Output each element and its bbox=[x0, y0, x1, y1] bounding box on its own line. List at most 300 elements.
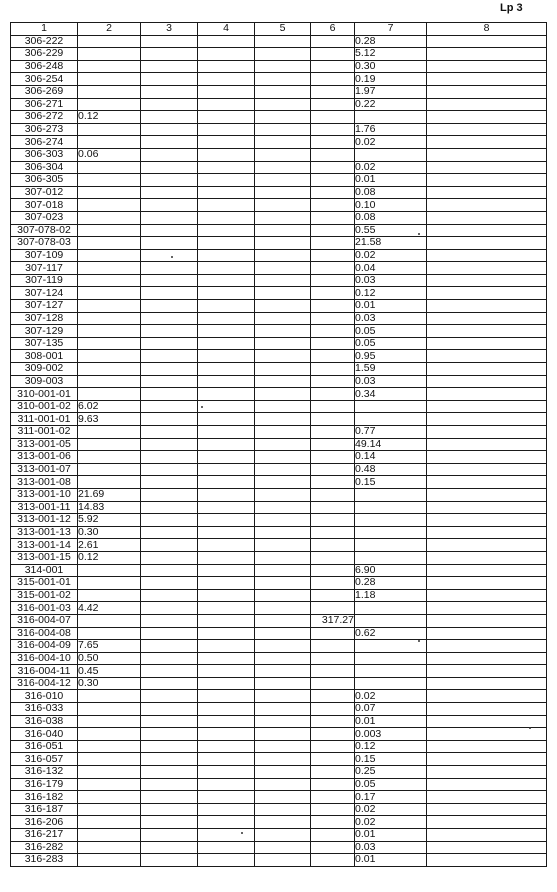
table-row bbox=[11, 300, 547, 313]
table-cell bbox=[427, 274, 547, 287]
table-cell: 1.76 bbox=[355, 123, 427, 136]
table-row bbox=[11, 98, 547, 111]
table-cell bbox=[311, 778, 355, 791]
table-cell bbox=[311, 388, 355, 401]
table-cell bbox=[198, 816, 255, 829]
table-cell bbox=[198, 312, 255, 325]
table-cell bbox=[141, 501, 198, 514]
table-cell: 0.02 bbox=[355, 816, 427, 829]
table-cell: 0.08 bbox=[355, 211, 427, 224]
table-cell bbox=[427, 602, 547, 615]
table-cell bbox=[427, 312, 547, 325]
table-cell bbox=[255, 111, 311, 124]
table-row bbox=[11, 551, 547, 564]
table-cell bbox=[355, 111, 427, 124]
table-cell: 1.18 bbox=[355, 589, 427, 602]
table-cell: 0.01 bbox=[355, 300, 427, 313]
table-row bbox=[11, 337, 547, 350]
table-cell bbox=[198, 841, 255, 854]
table-row bbox=[11, 602, 547, 615]
table-row bbox=[11, 111, 547, 124]
row-code-cell: 313-001-07 bbox=[11, 463, 78, 476]
table-cell bbox=[311, 728, 355, 741]
table-cell bbox=[255, 715, 311, 728]
row-code-cell: 306-304 bbox=[11, 161, 78, 174]
scan-speck bbox=[241, 832, 243, 834]
table-cell bbox=[198, 602, 255, 615]
table-cell bbox=[141, 237, 198, 250]
table-row bbox=[11, 816, 547, 829]
table-cell bbox=[141, 488, 198, 501]
table-cell bbox=[311, 148, 355, 161]
table-cell: 0.15 bbox=[355, 476, 427, 489]
table-cell bbox=[255, 300, 311, 313]
table-cell bbox=[255, 551, 311, 564]
table-cell bbox=[311, 841, 355, 854]
table-row bbox=[11, 627, 547, 640]
table-cell bbox=[311, 602, 355, 615]
table-cell bbox=[255, 73, 311, 86]
row-code-cell: 307-129 bbox=[11, 325, 78, 338]
table-cell bbox=[141, 753, 198, 766]
table-cell bbox=[198, 539, 255, 552]
table-cell bbox=[427, 237, 547, 250]
table-cell bbox=[427, 778, 547, 791]
row-code-cell: 313-001-05 bbox=[11, 438, 78, 451]
row-code-cell: 306-271 bbox=[11, 98, 78, 111]
table-cell bbox=[78, 476, 141, 489]
table-cell bbox=[255, 312, 311, 325]
table-cell bbox=[427, 589, 547, 602]
table-cell bbox=[255, 602, 311, 615]
table-cell bbox=[427, 98, 547, 111]
table-cell bbox=[311, 48, 355, 61]
row-code-cell: 306-222 bbox=[11, 35, 78, 48]
table-cell bbox=[78, 136, 141, 149]
table-row bbox=[11, 829, 547, 842]
table-cell bbox=[198, 48, 255, 61]
table-cell bbox=[255, 577, 311, 590]
row-code-cell: 307-012 bbox=[11, 186, 78, 199]
table-cell bbox=[198, 715, 255, 728]
scan-speck bbox=[418, 640, 420, 642]
table-cell bbox=[198, 136, 255, 149]
table-cell bbox=[427, 854, 547, 867]
table-cell bbox=[78, 98, 141, 111]
table-cell bbox=[78, 627, 141, 640]
table-cell: 0.95 bbox=[355, 350, 427, 363]
table-cell bbox=[255, 677, 311, 690]
table-cell bbox=[198, 728, 255, 741]
table-cell bbox=[311, 199, 355, 212]
table-cell: 0.77 bbox=[355, 426, 427, 439]
table-cell bbox=[78, 438, 141, 451]
table-cell bbox=[141, 413, 198, 426]
table-cell: 0.01 bbox=[355, 715, 427, 728]
table-cell bbox=[427, 640, 547, 653]
table-cell bbox=[78, 463, 141, 476]
table-cell: 1.97 bbox=[355, 85, 427, 98]
table-cell bbox=[141, 551, 198, 564]
table-cell bbox=[255, 148, 311, 161]
table-cell: 0.01 bbox=[355, 854, 427, 867]
table-cell bbox=[311, 677, 355, 690]
table-cell bbox=[141, 740, 198, 753]
table-row bbox=[11, 690, 547, 703]
table-cell bbox=[255, 690, 311, 703]
table-cell bbox=[427, 337, 547, 350]
table-cell bbox=[427, 262, 547, 275]
table-cell bbox=[255, 199, 311, 212]
table-row bbox=[11, 539, 547, 552]
table-row bbox=[11, 501, 547, 514]
table-cell bbox=[255, 841, 311, 854]
table-cell bbox=[255, 803, 311, 816]
table-cell bbox=[427, 60, 547, 73]
table-cell bbox=[198, 274, 255, 287]
table-cell bbox=[198, 186, 255, 199]
table-cell: 1.59 bbox=[355, 363, 427, 376]
table-cell bbox=[255, 728, 311, 741]
table-cell bbox=[141, 262, 198, 275]
table-cell: 0.03 bbox=[355, 841, 427, 854]
table-cell bbox=[78, 589, 141, 602]
table-cell bbox=[198, 300, 255, 313]
table-cell bbox=[78, 614, 141, 627]
table-cell bbox=[141, 174, 198, 187]
table-cell bbox=[78, 816, 141, 829]
table-row bbox=[11, 753, 547, 766]
table-cell bbox=[427, 627, 547, 640]
table-cell bbox=[311, 262, 355, 275]
table-cell bbox=[355, 488, 427, 501]
table-cell bbox=[78, 337, 141, 350]
table-cell bbox=[427, 463, 547, 476]
table-cell bbox=[141, 451, 198, 464]
page-number-label: Lp 3 bbox=[500, 2, 523, 14]
table-cell bbox=[141, 778, 198, 791]
table-cell bbox=[141, 614, 198, 627]
table-row bbox=[11, 740, 547, 753]
table-cell bbox=[427, 451, 547, 464]
table-cell bbox=[355, 148, 427, 161]
table-row bbox=[11, 48, 547, 61]
scan-speck bbox=[171, 256, 173, 258]
table-cell bbox=[78, 803, 141, 816]
table-cell bbox=[141, 640, 198, 653]
table-cell bbox=[255, 640, 311, 653]
table-cell bbox=[141, 73, 198, 86]
table-cell bbox=[311, 803, 355, 816]
table-cell bbox=[311, 161, 355, 174]
table-cell bbox=[355, 501, 427, 514]
table-cell bbox=[427, 375, 547, 388]
row-code-cell: 307-117 bbox=[11, 262, 78, 275]
table-cell bbox=[427, 665, 547, 678]
table-cell: 0.01 bbox=[355, 174, 427, 187]
table-cell bbox=[427, 577, 547, 590]
table-cell bbox=[255, 325, 311, 338]
table-cell bbox=[141, 300, 198, 313]
row-code-cell: 307-135 bbox=[11, 337, 78, 350]
table-cell bbox=[311, 123, 355, 136]
table-cell bbox=[78, 274, 141, 287]
table-cell bbox=[78, 186, 141, 199]
table-cell bbox=[141, 350, 198, 363]
row-code-cell: 316-051 bbox=[11, 740, 78, 753]
table-cell bbox=[427, 161, 547, 174]
table-cell bbox=[427, 426, 547, 439]
table-cell: 21.69 bbox=[78, 488, 141, 501]
table-row bbox=[11, 766, 547, 779]
table-cell bbox=[311, 703, 355, 716]
row-code-cell: 316-010 bbox=[11, 690, 78, 703]
table-cell bbox=[141, 841, 198, 854]
table-cell bbox=[427, 551, 547, 564]
row-code-cell: 310-001-01 bbox=[11, 388, 78, 401]
table-cell bbox=[311, 564, 355, 577]
table-cell bbox=[198, 438, 255, 451]
table-cell bbox=[255, 791, 311, 804]
table-cell: 0.05 bbox=[355, 325, 427, 338]
table-cell bbox=[78, 211, 141, 224]
table-cell bbox=[255, 627, 311, 640]
row-code-cell: 316-001-03 bbox=[11, 602, 78, 615]
table-cell bbox=[427, 413, 547, 426]
table-cell bbox=[198, 211, 255, 224]
row-code-cell: 316-004-09 bbox=[11, 640, 78, 653]
row-code-cell: 313-001-15 bbox=[11, 551, 78, 564]
table-cell bbox=[198, 703, 255, 716]
row-code-cell: 306-248 bbox=[11, 60, 78, 73]
table-cell: 0.03 bbox=[355, 375, 427, 388]
table-row bbox=[11, 463, 547, 476]
table-cell bbox=[311, 274, 355, 287]
table-cell bbox=[427, 363, 547, 376]
table-cell bbox=[198, 501, 255, 514]
table-cell bbox=[311, 211, 355, 224]
table-row bbox=[11, 677, 547, 690]
table-cell bbox=[255, 98, 311, 111]
table-cell bbox=[141, 199, 198, 212]
table-cell bbox=[255, 476, 311, 489]
table-cell bbox=[141, 60, 198, 73]
table-cell bbox=[255, 614, 311, 627]
table-row bbox=[11, 854, 547, 867]
table-cell: 0.25 bbox=[355, 766, 427, 779]
table-cell bbox=[255, 60, 311, 73]
table-cell bbox=[427, 488, 547, 501]
table-cell bbox=[255, 388, 311, 401]
table-cell bbox=[198, 627, 255, 640]
row-code-cell: 315-001-01 bbox=[11, 577, 78, 590]
table-cell bbox=[78, 388, 141, 401]
table-cell: 0.03 bbox=[355, 312, 427, 325]
table-cell bbox=[427, 841, 547, 854]
table-cell bbox=[141, 287, 198, 300]
table-cell bbox=[78, 174, 141, 187]
table-cell bbox=[78, 778, 141, 791]
table-cell bbox=[255, 526, 311, 539]
table-cell bbox=[141, 274, 198, 287]
table-cell bbox=[78, 375, 141, 388]
table-cell bbox=[198, 237, 255, 250]
table-cell bbox=[141, 652, 198, 665]
table-cell: 0.04 bbox=[355, 262, 427, 275]
table-cell bbox=[427, 249, 547, 262]
scan-speck bbox=[418, 233, 420, 235]
row-code-cell: 316-057 bbox=[11, 753, 78, 766]
table-cell bbox=[141, 690, 198, 703]
table-cell bbox=[78, 451, 141, 464]
table-cell bbox=[427, 514, 547, 527]
table-cell bbox=[198, 337, 255, 350]
table-cell: 0.12 bbox=[355, 740, 427, 753]
table-cell bbox=[141, 123, 198, 136]
table-cell bbox=[78, 85, 141, 98]
table-cell bbox=[198, 677, 255, 690]
table-cell bbox=[255, 778, 311, 791]
table-cell: 0.14 bbox=[355, 451, 427, 464]
table-cell bbox=[427, 715, 547, 728]
row-code-cell: 313-001-10 bbox=[11, 488, 78, 501]
table-row bbox=[11, 388, 547, 401]
row-code-cell: 306-272 bbox=[11, 111, 78, 124]
table-row bbox=[11, 312, 547, 325]
table-cell bbox=[255, 262, 311, 275]
row-code-cell: 314-001 bbox=[11, 564, 78, 577]
table-cell bbox=[427, 614, 547, 627]
table-row bbox=[11, 715, 547, 728]
table-cell bbox=[427, 501, 547, 514]
column-header: 5 bbox=[255, 23, 311, 36]
column-header: 1 bbox=[11, 23, 78, 36]
table-cell bbox=[355, 413, 427, 426]
table-row bbox=[11, 237, 547, 250]
table-cell bbox=[311, 426, 355, 439]
column-header: 4 bbox=[198, 23, 255, 36]
table-row bbox=[11, 249, 547, 262]
table-cell bbox=[427, 791, 547, 804]
table-cell bbox=[78, 312, 141, 325]
table-cell bbox=[311, 766, 355, 779]
table-cell bbox=[311, 98, 355, 111]
table-row bbox=[11, 363, 547, 376]
table-cell bbox=[78, 577, 141, 590]
table-cell bbox=[427, 111, 547, 124]
table-cell bbox=[255, 85, 311, 98]
row-code-cell: 306-273 bbox=[11, 123, 78, 136]
table-row bbox=[11, 287, 547, 300]
column-header: 2 bbox=[78, 23, 141, 36]
table-cell bbox=[198, 476, 255, 489]
table-cell bbox=[427, 400, 547, 413]
table-cell bbox=[198, 778, 255, 791]
table-cell bbox=[311, 400, 355, 413]
table-cell bbox=[311, 854, 355, 867]
table-cell: 0.02 bbox=[355, 249, 427, 262]
table-cell bbox=[427, 816, 547, 829]
row-code-cell: 310-001-02 bbox=[11, 400, 78, 413]
table-cell bbox=[198, 413, 255, 426]
table-cell bbox=[311, 740, 355, 753]
table-cell bbox=[198, 577, 255, 590]
table-cell bbox=[141, 337, 198, 350]
table-cell bbox=[141, 186, 198, 199]
table-cell bbox=[198, 123, 255, 136]
table-cell bbox=[311, 829, 355, 842]
table-cell bbox=[78, 740, 141, 753]
table-cell bbox=[255, 237, 311, 250]
table-row bbox=[11, 426, 547, 439]
table-cell bbox=[311, 85, 355, 98]
table-cell bbox=[141, 148, 198, 161]
table-cell bbox=[78, 262, 141, 275]
table-cell bbox=[311, 111, 355, 124]
table-cell: 0.01 bbox=[355, 829, 427, 842]
table-cell: 0.55 bbox=[355, 224, 427, 237]
table-cell: 0.12 bbox=[355, 287, 427, 300]
table-cell bbox=[198, 60, 255, 73]
table-cell bbox=[141, 48, 198, 61]
table-cell bbox=[141, 577, 198, 590]
table-row bbox=[11, 73, 547, 86]
table-cell bbox=[311, 501, 355, 514]
table-cell bbox=[198, 73, 255, 86]
table-cell bbox=[78, 791, 141, 804]
table-cell bbox=[355, 677, 427, 690]
table-cell bbox=[311, 136, 355, 149]
table-cell bbox=[427, 287, 547, 300]
table-cell bbox=[255, 665, 311, 678]
row-code-cell: 306-229 bbox=[11, 48, 78, 61]
row-code-cell: 309-003 bbox=[11, 375, 78, 388]
table-row bbox=[11, 325, 547, 338]
table-cell bbox=[255, 854, 311, 867]
table-row bbox=[11, 211, 547, 224]
table-cell bbox=[78, 60, 141, 73]
row-code-cell: 306-254 bbox=[11, 73, 78, 86]
table-cell bbox=[198, 35, 255, 48]
table-cell bbox=[78, 48, 141, 61]
table-row bbox=[11, 274, 547, 287]
table-cell bbox=[198, 325, 255, 338]
table-cell: 6.90 bbox=[355, 564, 427, 577]
table-cell bbox=[427, 652, 547, 665]
table-row bbox=[11, 728, 547, 741]
table-cell bbox=[255, 829, 311, 842]
row-code-cell: 313-001-06 bbox=[11, 451, 78, 464]
table-cell bbox=[141, 703, 198, 716]
table-cell bbox=[141, 400, 198, 413]
table-cell bbox=[355, 614, 427, 627]
row-code-cell: 313-001-08 bbox=[11, 476, 78, 489]
table-cell bbox=[141, 388, 198, 401]
table-cell bbox=[355, 526, 427, 539]
table-cell bbox=[141, 791, 198, 804]
table-cell bbox=[355, 602, 427, 615]
table-cell bbox=[78, 287, 141, 300]
row-code-cell: 307-018 bbox=[11, 199, 78, 212]
table-row bbox=[11, 148, 547, 161]
table-cell bbox=[427, 186, 547, 199]
row-code-cell: 307-119 bbox=[11, 274, 78, 287]
table-row bbox=[11, 224, 547, 237]
table-cell bbox=[255, 249, 311, 262]
table-cell bbox=[78, 564, 141, 577]
table-cell: 0.30 bbox=[78, 677, 141, 690]
table-cell: 0.17 bbox=[355, 791, 427, 804]
